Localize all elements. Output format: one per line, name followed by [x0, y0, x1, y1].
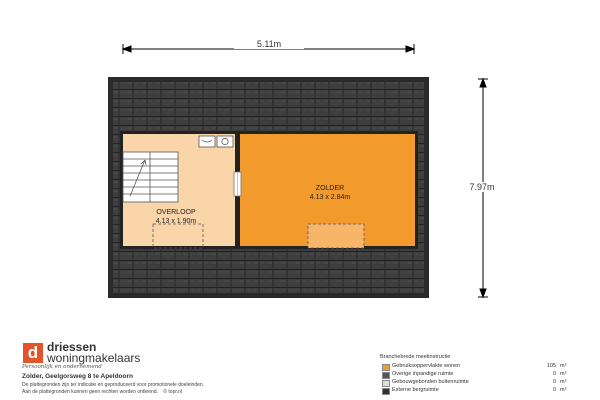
room-name: ZOLDER: [315, 185, 345, 192]
height-dimension-label: 7.97m: [462, 182, 502, 192]
staircase: [123, 152, 178, 202]
legend-unit: m²: [560, 379, 567, 385]
legend-label: Overige inpandige ruimte: [392, 371, 454, 377]
room-size: 4.13 x 2.84m: [309, 194, 351, 201]
door-opening: [234, 172, 241, 196]
legend-item: [382, 363, 582, 371]
room-size: 4.13 x 1.90m: [155, 218, 197, 225]
legend-swatch: [382, 364, 390, 371]
legend-swatch: [382, 372, 390, 379]
room-name: OVERLOOP: [156, 209, 196, 216]
disclaimer-line2: [22, 389, 182, 395]
width-dimension-label: 5.11m: [234, 39, 304, 49]
legend-unit: m²: [560, 387, 567, 393]
legend-value: 0: [552, 387, 556, 393]
legend-title: Branchebrede meetinstructie: [380, 354, 451, 360]
room-label-zolder: [290, 184, 370, 202]
legend-swatch: [382, 388, 390, 395]
brand-tagline: Persoonlijk en ondernemend: [22, 364, 102, 370]
legend-unit: m²: [560, 363, 567, 369]
skylight-zolder: [308, 224, 364, 248]
legend-unit: m²: [560, 371, 567, 377]
legend-swatch: [382, 380, 390, 387]
legend-value: 105: [546, 363, 556, 369]
legend-item: [382, 379, 582, 387]
legend-item: [382, 371, 582, 379]
room-label-overloop: [136, 208, 216, 226]
legend-label: Gebruiksoppervlakte wonen: [392, 363, 461, 369]
disclaimer-text: Aan de plattegronden kunnen geen rechten worden ontleend.: [22, 389, 158, 395]
legend-value: 0: [552, 371, 556, 377]
legend-item: [382, 387, 582, 395]
brand-logo-letter: d: [27, 343, 39, 362]
copyright-text: © topr.nl: [163, 389, 183, 395]
brand-logo-mark: [23, 343, 43, 363]
legend-label: Externe bergruimte: [392, 387, 439, 393]
legend-list: [382, 363, 582, 395]
brand-name-line2: woningmakelaars: [47, 351, 141, 365]
brand-name-line1: driessen: [47, 340, 97, 354]
address-line: Zolder, Geelgorsweg 8 te Apeldoorn: [22, 373, 134, 380]
legend-value: 0: [552, 379, 556, 385]
disclaimer-line1: De plattegronden zijn ter indicatie en geproduceerd voor promotionele doeleinden.: [22, 382, 205, 388]
legend-label: Gebouwgebonden buitenruimte: [392, 379, 469, 385]
